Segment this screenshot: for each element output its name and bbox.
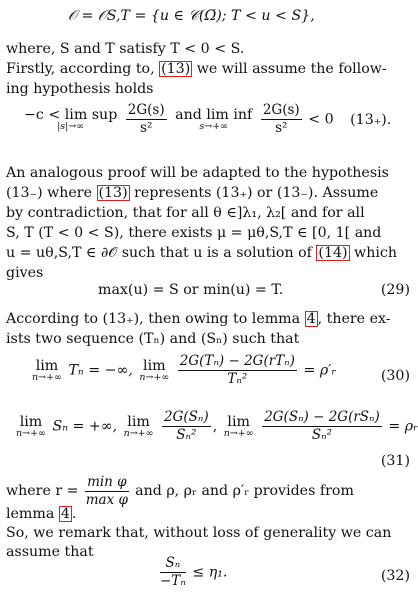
text-line: (13₋) where (13) represents (13₊) or (13₋). Assume [6, 185, 379, 201]
equation-hypothesis-13plus: −c < lim sup |s|→∞ $\frac{2G(s)}{\text{s²}}$ and lim inf s→+∞ $\frac{2G(s)}{\text{s²}}$ < 0 (13₊). [24, 102, 392, 136]
text-line: gives [6, 265, 44, 281]
equation-number-31: (31) [380, 453, 410, 469]
text-line: by contradiction, that for all θ ∈]λ₁, λ₂[ and for all [6, 205, 365, 221]
text-line: Firstly, according to, (13) we will assume the follow- [6, 61, 387, 77]
equation-number-30: (30) [380, 368, 410, 384]
text-line: So, we remark that, without loss of generality we can [6, 525, 392, 541]
text-line: ists two sequence (Tₙ) and (Sₙ) such that [6, 331, 300, 347]
text-line: According to (13₊), then owing to lemma 4 , there ex- [6, 311, 391, 327]
text-line: where r = $\frac{\text{min φ}}{\text{max φ}}$ and ρ, ρᵣ and ρ′ᵣ provides from [6, 473, 354, 508]
text-line: assume that [6, 544, 94, 560]
equation-number-32: (32) [380, 568, 410, 584]
equation-ref-14[interactable]: (14) [318, 245, 348, 261]
equation-31: lim n→+∞ Sₙ = +∞, lim n→+∞ $\frac{\text{2G(Sₙ)}}{\text{Sₙ²}}$ , lim n→+∞ $\frac{\text{2G(Sₙ) − 2G(rSₙ)}}{\text{Sₙ²}}$ = ρᵣ [16, 409, 418, 443]
text-line: S, T (T < 0 < S), there exists μ = μθ,S,T ∈ [0, 1[ and [6, 225, 382, 241]
equation-ref-13[interactable]: (13) [161, 61, 191, 77]
equation-30: lim n→+∞ Tₙ = −∞, lim n→+∞ $\frac{\text{2G(Tₙ) − 2G(rTₙ)}}{\text{Tₙ²}}$ = ρ′ᵣ [32, 353, 337, 387]
equation-ref-13[interactable]: (13) [98, 185, 128, 201]
equation-32: $\frac{\text{Sₙ}}{\text{−Tₙ}}$ ≤ η₁. [160, 555, 228, 589]
lemma-ref-4[interactable]: 4 [306, 311, 316, 327]
text-line: ing hypothesis holds [6, 81, 154, 97]
equation-O-definition: 𝒪 = 𝒪S,T = {u ∈ 𝒞(Ω̅); T < u < S}, [68, 8, 315, 24]
text-line: An analogous proof will be adapted to the hypothesis [6, 165, 389, 181]
text-line: where, S and T satisfy T < 0 < S. [6, 41, 245, 57]
equation-number-29: (29) [380, 282, 410, 298]
equation-29: max(u) = S or min(u) = T. [98, 282, 284, 298]
lemma-ref-4[interactable]: 4 [60, 506, 70, 522]
text-line: u = uθ,S,T ∈ ∂𝒪 such that u is a solution of (14) which [6, 245, 397, 261]
text-line: lemma 4 . [6, 506, 77, 522]
